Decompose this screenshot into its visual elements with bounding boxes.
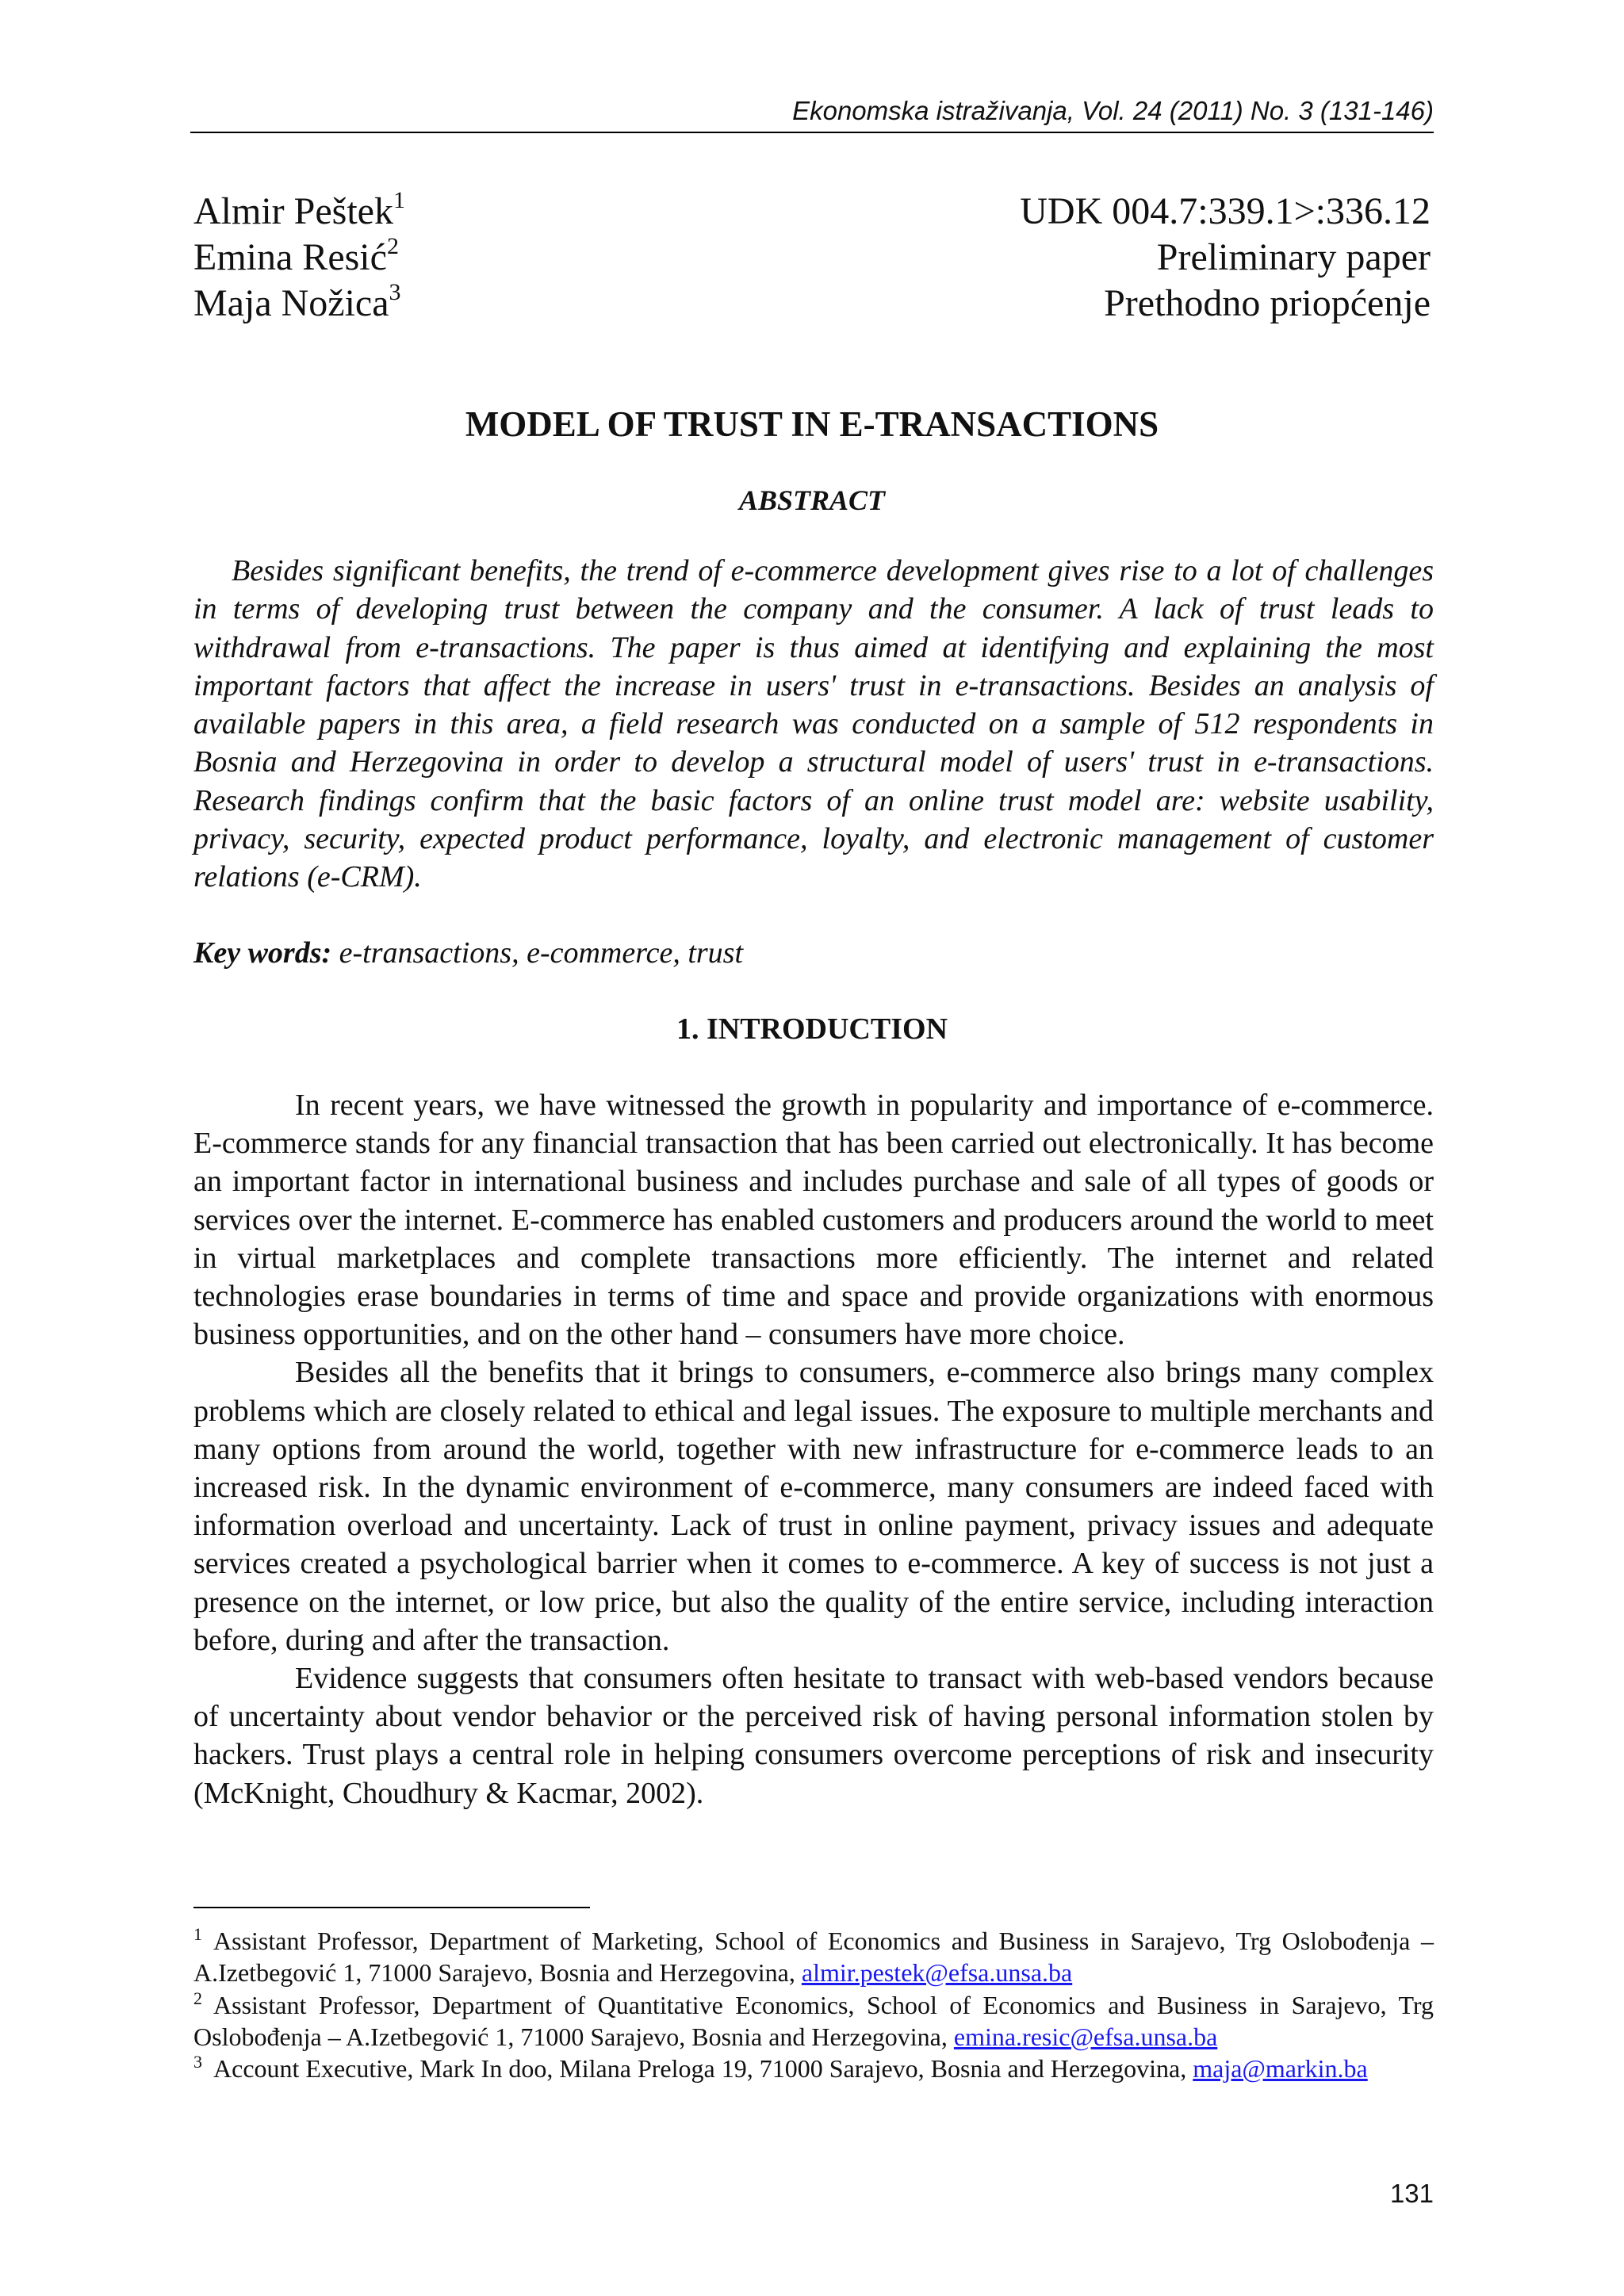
author-list (193, 189, 405, 327)
abstract-text: Besides significant benefits, the trend of e-commerce development gives rise to a lot of challenges in terms of developing trust between the company and the consumer. A lack of trust leads to withdrawal from e-transactions. The paper is thus aimed at identifying and explaining the most important factors that affect the increase in users' trust in e-transactions. Besides an analysis of available papers in this area, a field research was conducted on a sample of 512 respondents in Bosnia and Herzegovina in order to develop a structural model of users' trust in e-transactions. Research findings confirm that the basic factors of an online trust model are: website usability, privacy, security, expected product performance, loyalty, and electronic management of customer relations (e-CRM). (193, 554, 1434, 894)
author-2 (193, 235, 405, 281)
author-name: Almir Peštek (193, 190, 393, 232)
email-link[interactable]: almir.pestek@efsa.unsa.ba (801, 1958, 1073, 1988)
introduction-body (193, 1086, 1434, 1812)
journal-header: Ekonomska istraživanja, Vol. 24 (2011) No. 3 (131-146) (792, 96, 1434, 125)
header-rule (190, 132, 1434, 133)
paper-meta (1020, 189, 1431, 327)
footnotes (193, 1925, 1434, 2084)
paper-type-local: Prethodno priopćenje (1104, 282, 1431, 324)
paper-title: MODEL OF TRUST IN E-TRANSACTIONS (465, 404, 1159, 444)
keywords-text: e-transactions, e-commerce, trust (339, 936, 744, 970)
footnote-text: Assistant Professor, Department of Marketing, School of Economics and Business in Sarajevo, Trg Oslobođenja – A.Izetbegović 1, 71000 Sarajevo, Bosnia and Herzegovina, (193, 1927, 1434, 1988)
udk-code: UDK 004.7:339.1>:336.12 (1020, 190, 1431, 232)
footnote-number: 1 (193, 1924, 202, 1944)
footnote-text: Account Executive, Mark In doo, Milana Preloga 19, 71000 Sarajevo, Bosnia and Herzegovina, (213, 2054, 1193, 2084)
body-paragraph: Besides all the benefits that it brings to consumers, e-commerce also brings many complex problems which are closely related to ethical and legal issues. The exposure to multiple merchants and many options from around the world, together with new infrastructure for e-commerce leads to an increased risk. In the dynamic environment of e-commerce, many consumers are indeed faced with information overload and uncertainty. Lack of trust in online payment, privacy issues and adequate services created a psychological barrier when it comes to e-commerce. A key of success is not just a presence on the internet, or low price, but also the quality of the entire service, including interaction before, during and after the transaction. (193, 1356, 1434, 1657)
footnote-number: 2 (193, 1988, 202, 2008)
body-paragraph: In recent years, we have witnessed the growth in popularity and importance of e-commerce. E-commerce stands for any financial transaction that has been carried out electronically. It has become an important factor in international business and includes purchase and sale of all types of goods or services over the internet. E-commerce has enabled customers and producers around the world to meet in virtual marketplaces and complete transactions more efficiently. The internet and related technologies erase boundaries in terms of time and space and provide organizations with enormous business opportunities, and on the other hand – consumers have more choice. (193, 1089, 1434, 1352)
section-heading-introduction: 1. INTRODUCTION (676, 1012, 948, 1046)
footnote-3 (193, 2053, 1434, 2084)
author-footnote-marker: 2 (386, 233, 399, 259)
footnote-1 (193, 1925, 1434, 1989)
author-name: Maja Nožica (193, 282, 389, 324)
footnote-rule (193, 1907, 590, 1908)
author-name: Emina Resić (193, 236, 387, 278)
author-1 (193, 189, 405, 235)
email-link[interactable]: maja@markin.ba (1193, 2054, 1368, 2084)
page-number: 131 (1389, 2179, 1434, 2208)
keywords-label: Key words: (193, 936, 332, 970)
footnote-text: Assistant Professor, Department of Quantitative Economics, School of Economics and Business in Sarajevo, Trg Oslobođenja – A.Izetbegović 1, 71000 Sarajevo, Bosnia and Herzegovina, (193, 1990, 1434, 2051)
author-3 (193, 281, 405, 327)
footnote-number: 3 (193, 2052, 202, 2072)
footnote-2 (193, 1989, 1434, 2053)
email-link[interactable]: emina.resic@efsa.unsa.ba (953, 2022, 1218, 2051)
paper-type: Preliminary paper (1156, 236, 1431, 278)
body-paragraph: Evidence suggests that consumers often hesitate to transact with web-based vendors because of uncertainty about vendor behavior or the perceived risk of having personal information stolen by hackers. Trust plays a central role in helping consumers overcome perceptions of risk and insecurity (McKnight, Choudhury & Kacmar, 2002). (193, 1662, 1434, 1810)
keywords (193, 934, 1434, 972)
abstract-heading: ABSTRACT (738, 484, 886, 516)
author-footnote-marker: 3 (389, 279, 401, 305)
author-footnote-marker: 1 (393, 187, 405, 213)
